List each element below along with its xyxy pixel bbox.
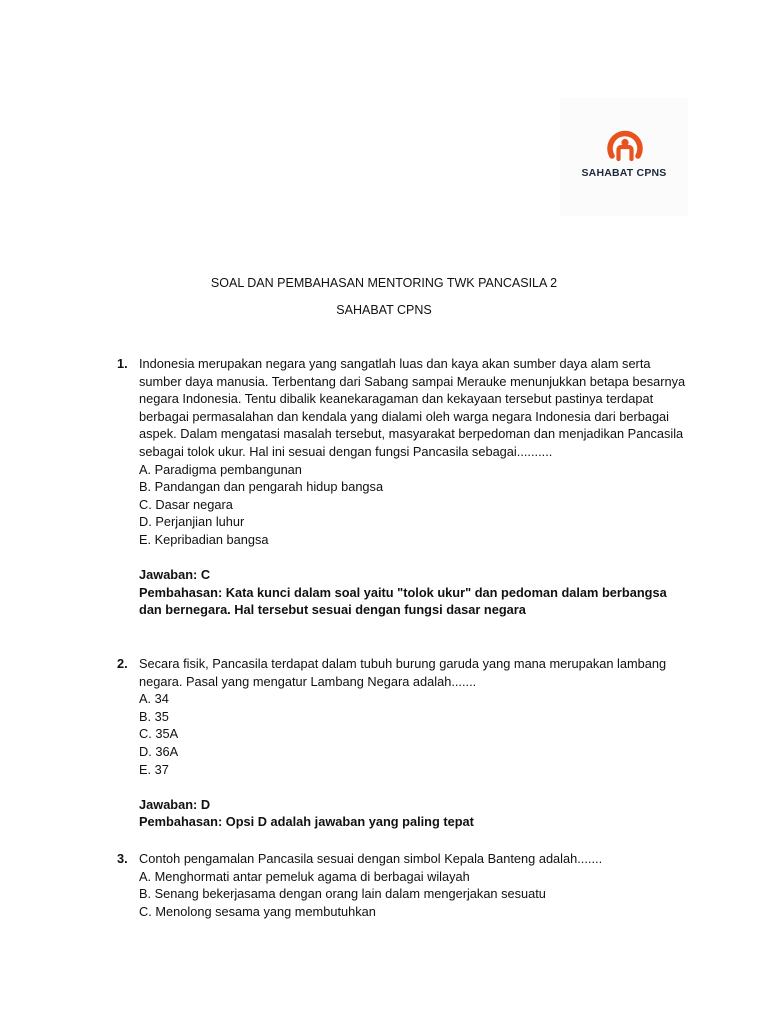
option-d: D. 36A (139, 743, 179, 759)
option-d: D. Perjanjian luhur (139, 514, 245, 530)
option-a: A. Menghormati antar pemeluk agama di berbagai wilayah (139, 868, 470, 884)
option-c: C. 35A (139, 726, 179, 742)
explanation: Pembahasan: Kata kunci dalam soal yaitu "tolok ukur" dan pedoman dalam berbangsa dan bernegara. Hal tersebut sesuai dengan fungsi dasar negara (139, 584, 667, 618)
sahabat-cpns-logo (560, 98, 688, 216)
question-stem: Contoh pengamalan Pancasila sesuai dengan simbol Kepala Banteng adalah....... (139, 851, 603, 866)
question-stem: Indonesia merupakan negara yang sangatlah luas dan kaya akan sumber daya alam serta sumber daya manusia. Terbentang dari Sabang sampai Merauke menunjukkan betapa besarnya negara Indonesia. Tentu dibalik keanekaragaman dan kekayaan tersebut pastinya terdapat berbagai permasalahan dan kendala yang dialami oleh warga negara Indonesia dari berbagai aspek. Dalam mengatasi masalah tersebut, masyarakat berpedoman dan menjadikan Pancasila sebagai tolok ukur. Hal ini sesuai dengan fungsi Pancasila sebagai.......... (139, 356, 686, 459)
option-e: E. Kepribadian bangsa (139, 531, 269, 547)
option-b: B. Pandangan dan pengarah hidup bangsa (139, 479, 384, 495)
question-number: 1. (117, 356, 128, 371)
option-c: C. Dasar negara (139, 496, 233, 512)
question-stem: Secara fisik, Pancasila terdapat dalam tubuh burung garuda yang mana merupakan lambang negara. Pasal yang mengatur Lambang Negara adalah....... (139, 656, 667, 689)
option-a: A. 34 (139, 691, 169, 707)
answer: Jawaban: D (139, 796, 211, 812)
logo-text: SAHABAT CPNS (581, 167, 667, 179)
document-title: SOAL DAN PEMBAHASAN MENTORING TWK PANCASILA 2 (210, 276, 558, 290)
option-b: B. Senang bekerjasama dengan orang lain dalam mengerjakan sesuatu (139, 886, 546, 902)
answer: Jawaban: C (139, 567, 211, 583)
explanation: Pembahasan: Opsi D adalah jawaban yang paling tepat (139, 814, 474, 830)
question-number: 3. (117, 851, 128, 866)
question-1 (117, 355, 687, 619)
option-a: A. Paradigma pembangunan (139, 461, 302, 477)
question-2 (117, 655, 687, 831)
option-c: C. Menolong sesama yang membutuhkan (139, 903, 376, 919)
option-b: B. 35 (139, 708, 169, 724)
logo-mark-icon (604, 128, 646, 168)
option-e: E. 37 (139, 761, 169, 777)
question-3 (117, 850, 687, 920)
question-number: 2. (117, 656, 128, 671)
document-subtitle: SAHABAT CPNS (336, 303, 432, 317)
